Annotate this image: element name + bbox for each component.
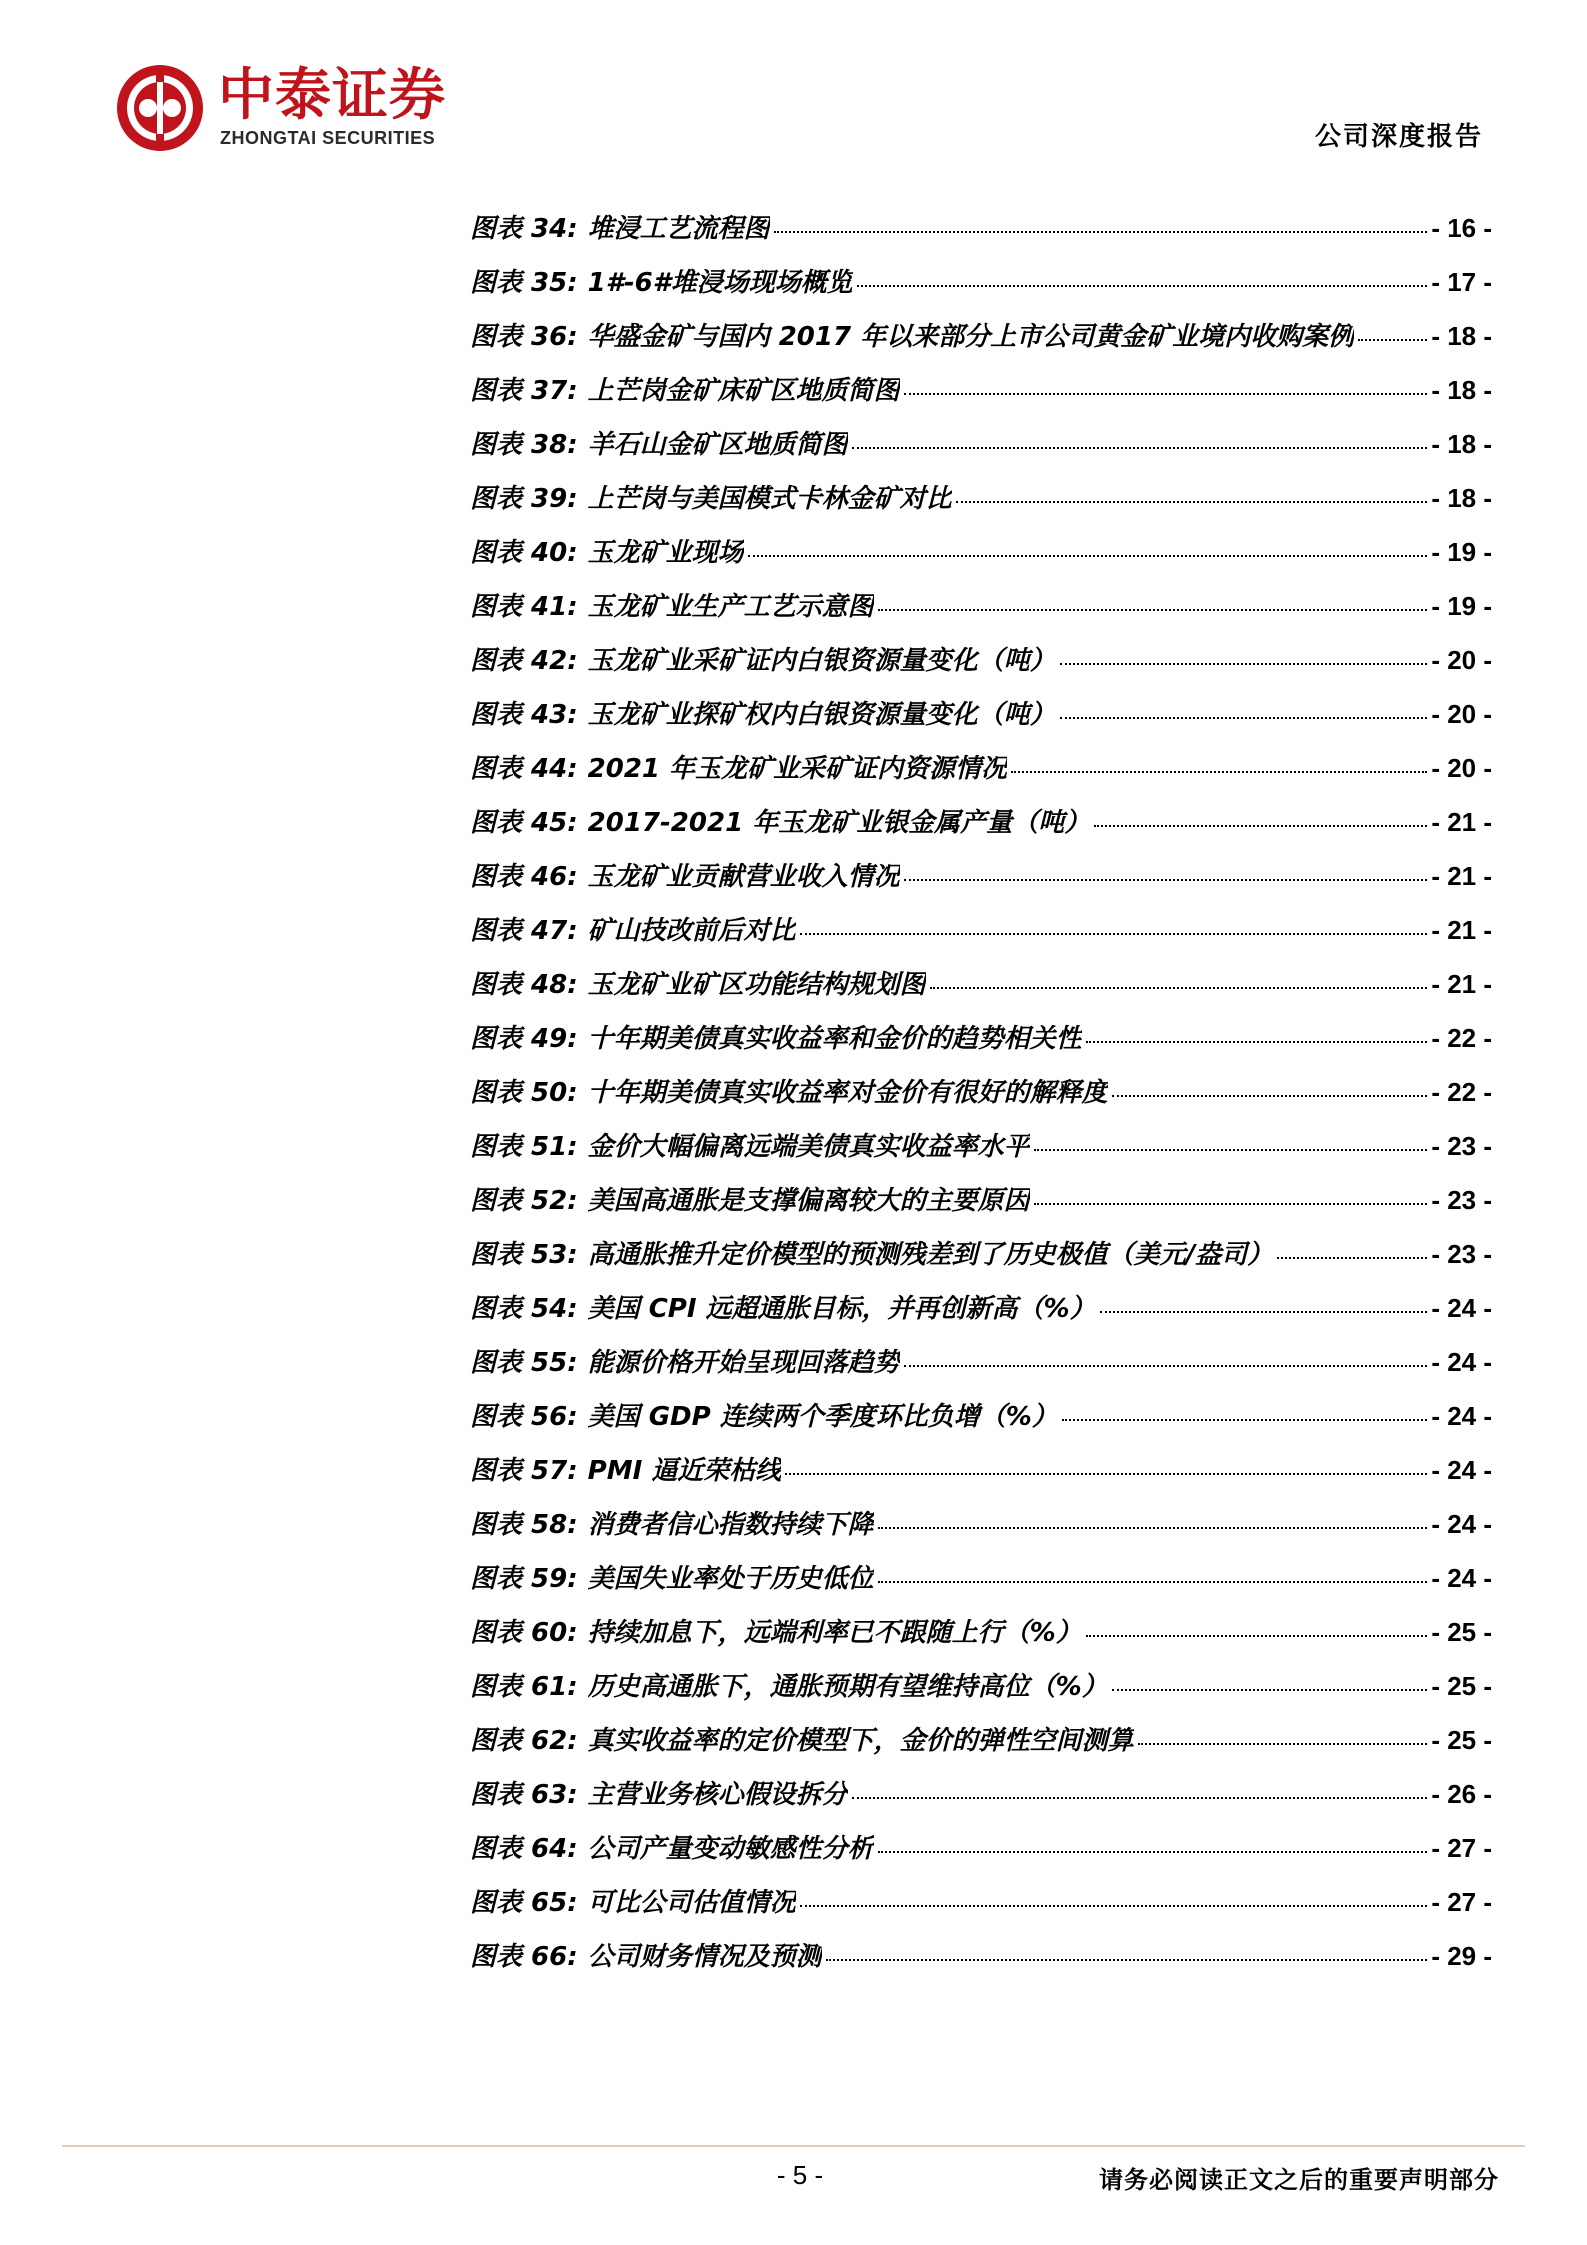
toc-entry[interactable] xyxy=(470,1774,1492,1828)
toc-figure-title: 真实收益率的定价模型下，金价的弹性空间测算 xyxy=(587,1726,1134,1756)
toc-dot-leader xyxy=(785,1473,1427,1475)
toc-figure-title: 玉龙矿业贡献营业收入情况 xyxy=(587,862,900,892)
toc-dot-leader xyxy=(1086,1635,1428,1637)
toc-page-number: - 26 - xyxy=(1431,1779,1492,1809)
toc-page-number: - 21 - xyxy=(1431,861,1492,891)
toc-figure-title: 玉龙矿业矿区功能结构规划图 xyxy=(587,970,926,1000)
toc-dot-leader xyxy=(1138,1743,1428,1745)
toc-entry[interactable] xyxy=(470,1936,1492,1990)
toc-dot-leader xyxy=(800,1905,1428,1907)
toc-figure-label: 图表 53: xyxy=(470,1240,578,1270)
toc-figure-label: 图表 40: xyxy=(470,538,578,568)
toc-entry[interactable] xyxy=(470,1072,1492,1126)
toc-page-number: - 21 - xyxy=(1431,915,1492,945)
toc-figure-title: 2017-2021 年玉龙矿业银金属产量（吨） xyxy=(587,808,1091,838)
toc-entry[interactable] xyxy=(470,208,1492,262)
toc-page-number: - 24 - xyxy=(1431,1509,1492,1539)
toc-dot-leader xyxy=(1112,1095,1428,1097)
toc-page-number: - 17 - xyxy=(1431,267,1492,297)
page-number: - 5 - xyxy=(776,2160,824,2190)
toc-entry[interactable] xyxy=(470,1720,1492,1774)
toc-dot-leader xyxy=(852,447,1428,449)
toc-figure-title: 消费者信心指数持续下降 xyxy=(587,1510,874,1540)
toc-page-number: - 19 - xyxy=(1431,591,1492,621)
toc-page-number: - 24 - xyxy=(1431,1347,1492,1377)
toc-entry[interactable] xyxy=(470,1504,1492,1558)
toc-figure-title: PMI 逼近荣枯线 xyxy=(587,1456,782,1486)
toc-figure-title: 玉龙矿业探矿权内白银资源量变化（吨） xyxy=(587,700,1056,730)
toc-page-number: - 24 - xyxy=(1431,1563,1492,1593)
toc-figure-title: 美国 CPI 远超通胀目标，并再创新高（%） xyxy=(587,1294,1096,1324)
toc-dot-leader xyxy=(1100,1311,1428,1313)
toc-page-number: - 18 - xyxy=(1431,375,1492,405)
toc-figure-label: 图表 41: xyxy=(470,592,578,622)
toc-figure-title: 公司财务情况及预测 xyxy=(587,1942,822,1972)
toc-figure-label: 图表 36: xyxy=(470,322,578,352)
toc-figure-label: 图表 34: xyxy=(470,214,578,244)
toc-figure-label: 图表 46: xyxy=(470,862,578,892)
toc-page-number: - 25 - xyxy=(1431,1617,1492,1647)
toc-entry[interactable] xyxy=(470,1342,1492,1396)
toc-page-number: - 21 - xyxy=(1431,807,1492,837)
toc-page-number: - 18 - xyxy=(1431,429,1492,459)
toc-dot-leader xyxy=(857,285,1428,287)
toc-page-number: - 27 - xyxy=(1431,1833,1492,1863)
toc-dot-leader xyxy=(930,987,1428,989)
toc-figure-title: 玉龙矿业生产工艺示意图 xyxy=(587,592,874,622)
toc-entry[interactable] xyxy=(470,1666,1492,1720)
toc-page-number: - 20 - xyxy=(1431,699,1492,729)
toc-dot-leader xyxy=(1034,1203,1428,1205)
toc-entry[interactable] xyxy=(470,316,1492,370)
toc-dot-leader xyxy=(1062,1419,1428,1421)
toc-entry[interactable] xyxy=(470,370,1492,424)
toc-figure-title: 持续加息下，远端利率已不跟随上行（%） xyxy=(587,1618,1082,1648)
toc-page-number: - 25 - xyxy=(1431,1725,1492,1755)
toc-entry[interactable] xyxy=(470,424,1492,478)
toc-dot-leader xyxy=(1094,825,1427,827)
toc-figure-title: 玉龙矿业现场 xyxy=(587,538,744,568)
toc-dot-leader xyxy=(1112,1689,1428,1691)
toc-figure-label: 图表 54: xyxy=(470,1294,578,1324)
toc-figure-label: 图表 56: xyxy=(470,1402,578,1432)
toc-figure-label: 图表 37: xyxy=(470,376,578,406)
toc-figure-title: 羊石山金矿区地质简图 xyxy=(587,430,848,460)
disclaimer-note: 请务必阅读正文之后的重要声明部分 xyxy=(1099,2166,1499,2194)
toc-figure-title: 上芒岗与美国模式卡林金矿对比 xyxy=(587,484,952,514)
toc-figure-label: 图表 63: xyxy=(470,1780,578,1810)
toc-figure-label: 图表 51: xyxy=(470,1132,578,1162)
toc-entry[interactable] xyxy=(470,802,1492,856)
toc-figure-label: 图表 66: xyxy=(470,1942,578,1972)
toc-figure-title: 华盛金矿与国内 2017 年以来部分上市公司黄金矿业境内收购案例 xyxy=(587,322,1355,352)
toc-page-number: - 16 - xyxy=(1431,213,1492,243)
toc-page-number: - 24 - xyxy=(1431,1455,1492,1485)
toc-figure-label: 图表 44: xyxy=(470,754,578,784)
toc-entry[interactable] xyxy=(470,640,1492,694)
toc-figure-label: 图表 50: xyxy=(470,1078,578,1108)
toc-figure-label: 图表 45: xyxy=(470,808,578,838)
footer-divider xyxy=(62,2145,1525,2147)
toc-dot-leader xyxy=(826,1959,1428,1961)
toc-figure-label: 图表 42: xyxy=(470,646,578,676)
toc-figure-title: 美国高通胀是支撑偏离较大的主要原因 xyxy=(587,1186,1030,1216)
zhongtai-logo-icon xyxy=(114,62,206,154)
report-type-label: 公司深度报告 xyxy=(1314,122,1483,152)
toc-figure-title: 堆浸工艺流程图 xyxy=(587,214,770,244)
toc-page-number: - 20 - xyxy=(1431,753,1492,783)
toc-figure-label: 图表 61: xyxy=(470,1672,578,1702)
toc-figure-title: 公司产量变动敏感性分析 xyxy=(587,1834,874,1864)
toc-figure-label: 图表 39: xyxy=(470,484,578,514)
toc-page-number: - 24 - xyxy=(1431,1293,1492,1323)
toc-entry[interactable] xyxy=(470,1234,1492,1288)
toc-figure-title: 主营业务核心假设拆分 xyxy=(587,1780,848,1810)
toc-page-number: - 22 - xyxy=(1431,1077,1492,1107)
toc-dot-leader xyxy=(878,1527,1428,1529)
toc-figure-label: 图表 52: xyxy=(470,1186,578,1216)
toc-figure-label: 图表 62: xyxy=(470,1726,578,1756)
toc-page-number: - 25 - xyxy=(1431,1671,1492,1701)
toc-entry[interactable] xyxy=(470,1018,1492,1072)
toc-page-number: - 27 - xyxy=(1431,1887,1492,1917)
toc-figure-title: 美国 GDP 连续两个季度环比负增（%） xyxy=(587,1402,1058,1432)
logo-english-name: ZHONGTAI SECURITIES xyxy=(220,128,436,148)
toc-page-number: - 18 - xyxy=(1431,321,1492,351)
toc-figure-label: 图表 58: xyxy=(470,1510,578,1540)
toc-figure-label: 图表 38: xyxy=(470,430,578,460)
toc-dot-leader xyxy=(956,501,1428,503)
toc-figure-label: 图表 43: xyxy=(470,700,578,730)
toc-figure-label: 图表 49: xyxy=(470,1024,578,1054)
toc-page-number: - 24 - xyxy=(1431,1401,1492,1431)
toc-page-number: - 22 - xyxy=(1431,1023,1492,1053)
toc-entry[interactable] xyxy=(470,1450,1492,1504)
toc-dot-leader xyxy=(1034,1149,1428,1151)
toc-dot-leader xyxy=(1086,1041,1428,1043)
toc-entry[interactable] xyxy=(470,478,1492,532)
toc-figure-title: 2021 年玉龙矿业采矿证内资源情况 xyxy=(587,754,1008,784)
toc-figure-label: 图表 55: xyxy=(470,1348,578,1378)
toc-figure-title: 能源价格开始呈现回落趋势 xyxy=(587,1348,900,1378)
toc-dot-leader xyxy=(1277,1257,1427,1259)
toc-figure-title: 玉龙矿业采矿证内白银资源量变化（吨） xyxy=(587,646,1056,676)
toc-entry[interactable] xyxy=(470,748,1492,802)
toc-page-number: - 23 - xyxy=(1431,1239,1492,1269)
toc-figure-title: 矿山技改前后对比 xyxy=(587,916,796,946)
toc-page-number: - 19 - xyxy=(1431,537,1492,567)
toc-page-number: - 18 - xyxy=(1431,483,1492,513)
toc-figure-title: 十年期美债真实收益率对金价有很好的解释度 xyxy=(587,1078,1108,1108)
toc-entry[interactable] xyxy=(470,1612,1492,1666)
toc-page-number: - 23 - xyxy=(1431,1131,1492,1161)
toc-dot-leader xyxy=(904,1365,1428,1367)
toc-figure-label: 图表 59: xyxy=(470,1564,578,1594)
toc-entry[interactable] xyxy=(470,1180,1492,1234)
logo-chinese-name: 中泰证券 xyxy=(218,63,446,128)
toc-dot-leader xyxy=(1060,663,1428,665)
toc-dot-leader xyxy=(1358,339,1427,341)
toc-figure-title: 1#-6#堆浸场现场概览 xyxy=(587,268,853,298)
toc-figure-title: 上芒岗金矿床矿区地质简图 xyxy=(587,376,900,406)
toc-figure-label: 图表 48: xyxy=(470,970,578,1000)
toc-dot-leader xyxy=(748,555,1428,557)
toc-page-number: - 29 - xyxy=(1431,1941,1492,1971)
toc-page-number: - 23 - xyxy=(1431,1185,1492,1215)
toc-figure-label: 图表 64: xyxy=(470,1834,578,1864)
toc-figure-label: 图表 47: xyxy=(470,916,578,946)
toc-entry[interactable] xyxy=(470,262,1492,316)
toc-figure-title: 高通胀推升定价模型的预测残差到了历史极值（美元/盎司） xyxy=(587,1240,1274,1270)
toc-entry[interactable] xyxy=(470,1828,1492,1882)
toc-page-number: - 21 - xyxy=(1431,969,1492,999)
figure-list xyxy=(470,208,1492,1990)
toc-figure-title: 金价大幅偏离远端美债真实收益率水平 xyxy=(587,1132,1030,1162)
toc-dot-leader xyxy=(1060,717,1428,719)
toc-entry[interactable] xyxy=(470,1288,1492,1342)
toc-dot-leader xyxy=(800,933,1428,935)
toc-dot-leader xyxy=(774,231,1428,233)
toc-entry[interactable] xyxy=(470,694,1492,748)
toc-dot-leader xyxy=(852,1797,1428,1799)
toc-entry[interactable] xyxy=(470,856,1492,910)
toc-figure-label: 图表 57: xyxy=(470,1456,578,1486)
toc-figure-label: 图表 65: xyxy=(470,1888,578,1918)
toc-entry[interactable] xyxy=(470,532,1492,586)
toc-dot-leader xyxy=(878,609,1428,611)
toc-entry[interactable] xyxy=(470,586,1492,640)
toc-entry[interactable] xyxy=(470,1558,1492,1612)
toc-entry[interactable] xyxy=(470,1882,1492,1936)
toc-dot-leader xyxy=(878,1581,1428,1583)
toc-entry[interactable] xyxy=(470,910,1492,964)
toc-figure-title: 十年期美债真实收益率和金价的趋势相关性 xyxy=(587,1024,1082,1054)
toc-dot-leader xyxy=(904,393,1428,395)
toc-dot-leader xyxy=(1011,771,1427,773)
toc-figure-title: 历史高通胀下，通胀预期有望维持高位（%） xyxy=(587,1672,1108,1702)
toc-figure-label: 图表 35: xyxy=(470,268,578,298)
toc-figure-title: 美国失业率处于历史低位 xyxy=(587,1564,874,1594)
toc-dot-leader xyxy=(904,879,1428,881)
toc-figure-title: 可比公司估值情况 xyxy=(587,1888,796,1918)
toc-entry[interactable] xyxy=(470,964,1492,1018)
toc-dot-leader xyxy=(878,1851,1428,1853)
company-logo xyxy=(114,62,474,158)
toc-entry[interactable] xyxy=(470,1126,1492,1180)
toc-figure-label: 图表 60: xyxy=(470,1618,578,1648)
toc-page-number: - 20 - xyxy=(1431,645,1492,675)
toc-entry[interactable] xyxy=(470,1396,1492,1450)
